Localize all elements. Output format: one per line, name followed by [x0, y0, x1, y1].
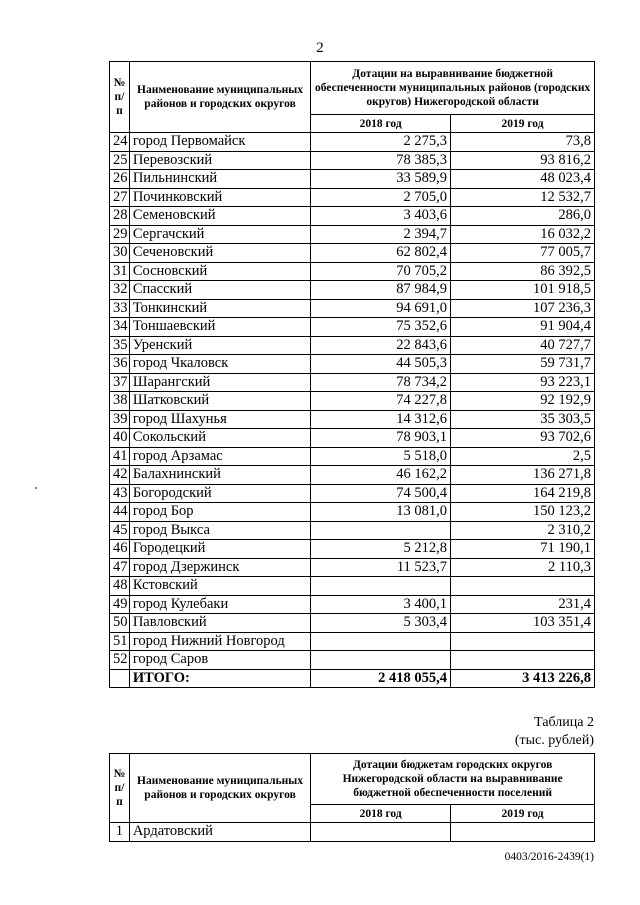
- row-number: 47: [110, 558, 130, 577]
- row-name: Павловский: [129, 614, 310, 633]
- row-number: 39: [110, 410, 130, 429]
- row-name: Перевозский: [129, 151, 310, 170]
- page-number: 2: [316, 40, 324, 56]
- row-value-2019: 107 236,3: [451, 299, 595, 318]
- row-value-2019: 73,8: [451, 133, 595, 152]
- row-name: город Дзержинск: [129, 558, 310, 577]
- col-header-num: № п/п: [110, 62, 130, 133]
- row-number: 45: [110, 521, 130, 540]
- row-name: Уренский: [129, 336, 310, 355]
- table-row: [110, 447, 595, 466]
- table-row: [110, 521, 595, 540]
- row-value-2019: [451, 651, 595, 670]
- row-value-2018: 13 081,0: [311, 503, 451, 522]
- table2-caption: Таблица 2: [534, 715, 594, 730]
- table-row: [110, 225, 595, 244]
- row-name: город Саров: [129, 651, 310, 670]
- row-value-2019: 92 192,9: [451, 392, 595, 411]
- table-row: [110, 614, 595, 633]
- row-name: город Кулебаки: [129, 595, 310, 614]
- table-row: [110, 466, 595, 485]
- row-value-2019: 93 223,1: [451, 373, 595, 392]
- row-number: 35: [110, 336, 130, 355]
- subsidy-table-2: [109, 753, 595, 842]
- row-value-2019: 93 702,6: [451, 429, 595, 448]
- row-value-2018: 14 312,6: [311, 410, 451, 429]
- row-name: город Шахунья: [129, 410, 310, 429]
- table-row: [110, 392, 595, 411]
- row-number: 42: [110, 466, 130, 485]
- row-number: 33: [110, 299, 130, 318]
- row-name: Сокольский: [129, 429, 310, 448]
- row-number: 1: [110, 823, 130, 842]
- row-value-2018: [311, 632, 451, 651]
- row-number: 31: [110, 262, 130, 281]
- row-name: Починковский: [129, 188, 310, 207]
- row-number: 51: [110, 632, 130, 651]
- row-value-2019: 231,4: [451, 595, 595, 614]
- row-name: Балахнинский: [129, 466, 310, 485]
- row-name: Спасский: [129, 281, 310, 300]
- row-value-2019: 16 032,2: [451, 225, 595, 244]
- row-name: город Чкаловск: [129, 355, 310, 374]
- row-value-2019: 35 303,5: [451, 410, 595, 429]
- row-number: 37: [110, 373, 130, 392]
- total-2019: 3 413 226,8: [451, 669, 595, 688]
- row-name: Богородский: [129, 484, 310, 503]
- table-row: [110, 336, 595, 355]
- row-value-2019: 40 727,7: [451, 336, 595, 355]
- total-row: [110, 669, 595, 688]
- table-row: [110, 823, 595, 842]
- row-value-2019: 286,0: [451, 207, 595, 226]
- row-number: 28: [110, 207, 130, 226]
- table-row: [110, 244, 595, 263]
- row-value-2018: 44 505,3: [311, 355, 451, 374]
- table-row: [110, 577, 595, 596]
- row-value-2019: 150 123,2: [451, 503, 595, 522]
- row-number: 41: [110, 447, 130, 466]
- row-value-2018: 87 984,9: [311, 281, 451, 300]
- table2-units: (тыс. рублей): [514, 733, 594, 748]
- table-row: [110, 318, 595, 337]
- table-row: [110, 355, 595, 374]
- row-value-2018: 78 734,2: [311, 373, 451, 392]
- col-header-2019: 2019 год: [451, 115, 595, 133]
- row-value-2019: 2 310,2: [451, 521, 595, 540]
- row-value-2019: 101 918,5: [451, 281, 595, 300]
- row-name: город Первомайск: [129, 133, 310, 152]
- row-number: 48: [110, 577, 130, 596]
- row-value-2018: 2 705,0: [311, 188, 451, 207]
- row-value-2018: 46 162,2: [311, 466, 451, 485]
- table-row: [110, 632, 595, 651]
- table-row: [110, 503, 595, 522]
- total-2018: 2 418 055,4: [311, 669, 451, 688]
- row-name: Сосновский: [129, 262, 310, 281]
- row-number: 40: [110, 429, 130, 448]
- row-number: 25: [110, 151, 130, 170]
- row-value-2018: [311, 823, 451, 842]
- row-value-2018: 70 705,2: [311, 262, 451, 281]
- row-value-2019: 136 271,8: [451, 466, 595, 485]
- row-number: 32: [110, 281, 130, 300]
- scan-speck: [35, 487, 37, 489]
- row-value-2018: 5 518,0: [311, 447, 451, 466]
- row-number: 36: [110, 355, 130, 374]
- row-value-2018: 5 212,8: [311, 540, 451, 559]
- row-value-2018: 5 303,4: [311, 614, 451, 633]
- row-name: Ардатовский: [129, 823, 310, 842]
- row-number: 44: [110, 503, 130, 522]
- table-row: [110, 207, 595, 226]
- t2-col-header-name: Наименование муниципальных районов и городских округов: [129, 754, 310, 823]
- row-value-2018: [311, 521, 451, 540]
- row-value-2019: 164 219,8: [451, 484, 595, 503]
- row-number: 38: [110, 392, 130, 411]
- table-row: [110, 170, 595, 189]
- row-name: Кстовский: [129, 577, 310, 596]
- row-value-2018: 75 352,6: [311, 318, 451, 337]
- total-label: ИТОГО:: [129, 669, 310, 688]
- row-value-2019: 93 816,2: [451, 151, 595, 170]
- table-row: [110, 151, 595, 170]
- row-number: 24: [110, 133, 130, 152]
- subsidy-table-1: [109, 61, 595, 688]
- row-value-2018: 74 227,8: [311, 392, 451, 411]
- row-number: 27: [110, 188, 130, 207]
- row-number: 26: [110, 170, 130, 189]
- row-number: 29: [110, 225, 130, 244]
- document-code: 0403/2016-2439(1): [504, 851, 594, 863]
- table-row: [110, 281, 595, 300]
- row-name: город Выкса: [129, 521, 310, 540]
- table-row: [110, 558, 595, 577]
- row-value-2019: 77 005,7: [451, 244, 595, 263]
- table-row: [110, 373, 595, 392]
- t2-col-header-num: № п/п: [110, 754, 130, 823]
- col-header-2018: 2018 год: [311, 115, 451, 133]
- row-value-2019: 48 023,4: [451, 170, 595, 189]
- row-number: 52: [110, 651, 130, 670]
- t2-col-header-group: Дотации бюджетам городских округов Нижегородской области на выравнивание бюджетной обеспеченности поселений: [311, 754, 595, 805]
- row-value-2019: 103 351,4: [451, 614, 595, 633]
- row-value-2018: 94 691,0: [311, 299, 451, 318]
- t2-col-header-2018: 2018 год: [311, 805, 451, 823]
- row-name: Тоншаевский: [129, 318, 310, 337]
- col-header-name: Наименование муниципальных районов и городских округов: [129, 62, 310, 133]
- row-number: 50: [110, 614, 130, 633]
- row-name: Тонкинский: [129, 299, 310, 318]
- table-row: [110, 133, 595, 152]
- row-name: город Бор: [129, 503, 310, 522]
- row-value-2018: 3 403,6: [311, 207, 451, 226]
- row-name: Шарангский: [129, 373, 310, 392]
- row-value-2019: 59 731,7: [451, 355, 595, 374]
- row-value-2018: 33 589,9: [311, 170, 451, 189]
- row-value-2019: 91 904,4: [451, 318, 595, 337]
- row-number: 34: [110, 318, 130, 337]
- row-name: Пильнинский: [129, 170, 310, 189]
- row-name: Сергачский: [129, 225, 310, 244]
- row-value-2019: 12 532,7: [451, 188, 595, 207]
- table-row: [110, 651, 595, 670]
- row-value-2019: 86 392,5: [451, 262, 595, 281]
- row-value-2019: [451, 577, 595, 596]
- table-row: [110, 299, 595, 318]
- row-name: город Арзамас: [129, 447, 310, 466]
- table-row: [110, 595, 595, 614]
- row-value-2018: 22 843,6: [311, 336, 451, 355]
- row-value-2018: 74 500,4: [311, 484, 451, 503]
- row-name: Шатковский: [129, 392, 310, 411]
- table-row: [110, 410, 595, 429]
- table-row: [110, 484, 595, 503]
- table-row: [110, 262, 595, 281]
- row-name: город Нижний Новгород: [129, 632, 310, 651]
- row-number: 46: [110, 540, 130, 559]
- row-number: 30: [110, 244, 130, 263]
- table-row: [110, 429, 595, 448]
- row-value-2018: 11 523,7: [311, 558, 451, 577]
- row-value-2019: 2 110,3: [451, 558, 595, 577]
- t2-col-header-2019: 2019 год: [451, 805, 595, 823]
- table-row: [110, 188, 595, 207]
- row-value-2018: 78 385,3: [311, 151, 451, 170]
- row-value-2018: 78 903,1: [311, 429, 451, 448]
- row-value-2019: [451, 632, 595, 651]
- row-value-2018: 62 802,4: [311, 244, 451, 263]
- row-value-2018: 2 275,3: [311, 133, 451, 152]
- table-row: [110, 540, 595, 559]
- row-name: Городецкий: [129, 540, 310, 559]
- row-value-2018: [311, 651, 451, 670]
- row-value-2018: 3 400,1: [311, 595, 451, 614]
- row-value-2019: 71 190,1: [451, 540, 595, 559]
- col-header-group: Дотации на выравнивание бюджетной обеспеченности муниципальных районов (городских округов) Нижегородской области: [311, 62, 595, 115]
- row-value-2018: [311, 577, 451, 596]
- row-number: 49: [110, 595, 130, 614]
- row-name: Семеновский: [129, 207, 310, 226]
- row-value-2019: 2,5: [451, 447, 595, 466]
- row-number: 43: [110, 484, 130, 503]
- row-name: Сеченовский: [129, 244, 310, 263]
- row-value-2018: 2 394,7: [311, 225, 451, 244]
- row-value-2019: [451, 823, 595, 842]
